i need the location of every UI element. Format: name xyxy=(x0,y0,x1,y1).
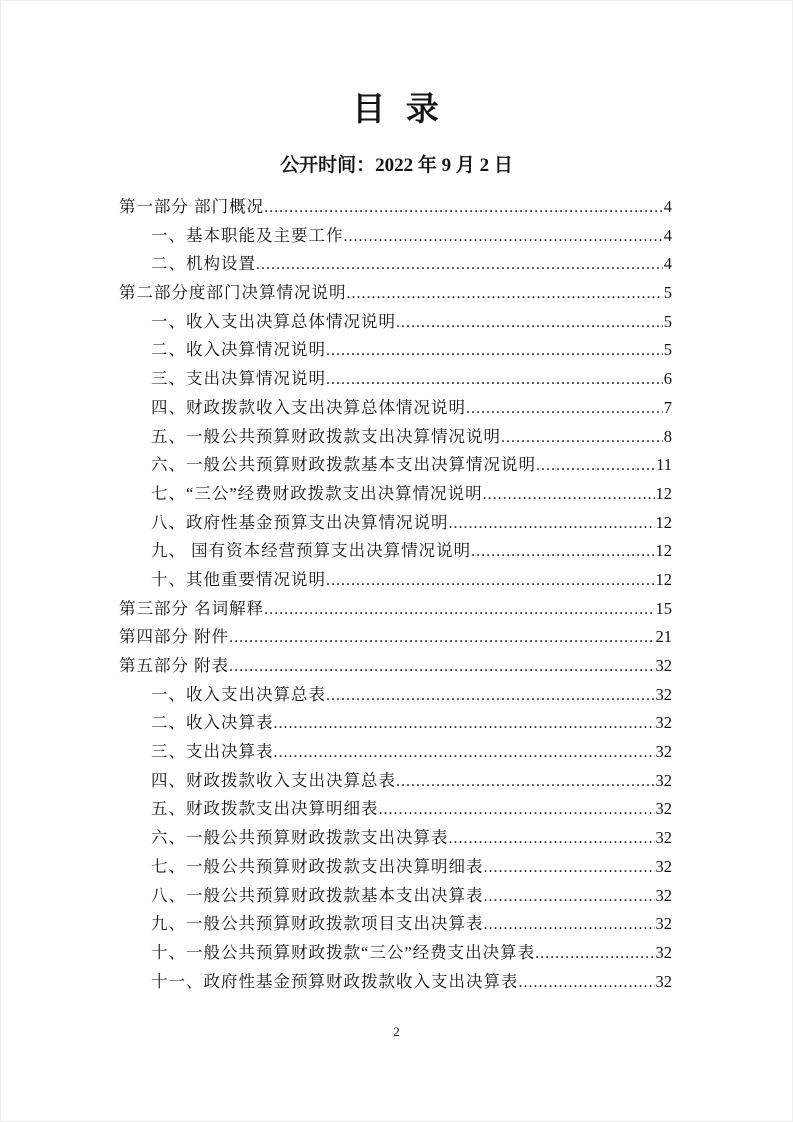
toc-entry-label: 第五部分 附表 xyxy=(119,656,230,675)
toc-leader-dots xyxy=(466,394,663,424)
toc-entry-label: 八、政府性基金预算支出决算情况说明 xyxy=(151,512,449,532)
toc-entry-page: 12 xyxy=(655,569,672,589)
toc-entry-page: 32 xyxy=(655,828,672,848)
toc-leader-dots xyxy=(347,279,663,309)
toc-list xyxy=(119,193,672,996)
toc-leader-dots xyxy=(274,738,655,768)
toc-leader-dots xyxy=(326,681,655,711)
toc-entry-page: 32 xyxy=(655,971,672,991)
toc-entry-label: 六、一般公共预算财政拨款基本支出决算情况说明 xyxy=(151,455,536,475)
toc-leader-dots xyxy=(484,910,655,940)
toc-entry-page: 32 xyxy=(655,656,672,675)
toc-entry-label: 十、其他重要情况说明 xyxy=(151,569,326,589)
toc-leader-dots xyxy=(535,939,654,969)
toc-entry-page: 21 xyxy=(655,627,672,647)
toc-leader-dots xyxy=(344,222,663,252)
toc-entry xyxy=(119,882,672,911)
toc-leader-dots xyxy=(483,480,655,510)
toc-entry-label: 第三部分 名词解释 xyxy=(119,598,265,618)
toc-entry-page: 32 xyxy=(655,770,672,790)
toc-entry xyxy=(119,652,672,681)
toc-leader-dots xyxy=(536,451,655,481)
toc-entry xyxy=(119,595,672,624)
toc-entry-label: 一、基本职能及主要工作 xyxy=(151,225,344,245)
toc-entry-label: 一、收入支出决算总表 xyxy=(151,684,326,704)
toc-entry xyxy=(119,738,672,767)
toc-entry-label: 五、一般公共预算财政拨款支出决算情况说明 xyxy=(151,426,501,446)
toc-leader-dots xyxy=(471,537,654,567)
toc-leader-dots xyxy=(326,336,663,366)
toc-entry-label: 六、一般公共预算财政拨款支出决算表 xyxy=(151,828,449,848)
toc-entry xyxy=(119,853,672,882)
toc-entry-label: 七、“三公”经费财政拨款支出决算情况说明 xyxy=(151,483,483,503)
toc-entry xyxy=(119,767,672,796)
toc-entry xyxy=(119,509,672,538)
toc-entry xyxy=(119,623,672,652)
toc-entry-label: 三、支出决算情况说明 xyxy=(151,369,326,389)
toc-entry xyxy=(119,365,672,394)
toc-entry xyxy=(119,824,672,853)
toc-entry-page: 12 xyxy=(655,512,672,532)
toc-entry-label: 一、收入支出决算总体情况说明 xyxy=(151,311,396,331)
toc-entry xyxy=(119,709,672,738)
toc-entry-label: 第一部分 部门概况 xyxy=(119,197,265,216)
toc-entry xyxy=(119,193,672,222)
toc-entry-page: 32 xyxy=(655,885,672,905)
toc-entry-page: 5 xyxy=(663,311,672,331)
toc-entry-label: 十一、政府性基金预算财政拨款收入支出决算表 xyxy=(151,971,519,991)
toc-entry-label: 八、一般公共预算财政拨款基本支出决算表 xyxy=(151,885,484,905)
toc-entry xyxy=(119,480,672,509)
toc-leader-dots xyxy=(396,767,655,797)
toc-leader-dots xyxy=(229,652,654,682)
toc-entry xyxy=(119,394,672,423)
toc-entry-page: 4 xyxy=(663,197,672,216)
toc-entry xyxy=(119,795,672,824)
toc-leader-dots xyxy=(519,968,655,998)
toc-entry-label: 四、财政拨款收入支出决算总表 xyxy=(151,770,396,790)
toc-entry-page: 12 xyxy=(655,483,672,503)
toc-entry-page: 32 xyxy=(655,856,672,876)
toc-entry-page: 15 xyxy=(655,598,672,618)
toc-entry-page: 32 xyxy=(655,742,672,762)
toc-entry xyxy=(119,308,672,337)
toc-entry-page: 32 xyxy=(655,684,672,704)
toc-entry-page: 4 xyxy=(663,225,672,245)
toc-entry-label: 二、机构设置 xyxy=(151,254,256,274)
toc-entry xyxy=(119,566,672,595)
toc-entry xyxy=(119,681,672,710)
toc-entry-page: 11 xyxy=(656,455,672,475)
toc-leader-dots xyxy=(256,250,663,280)
toc-entry xyxy=(119,451,672,480)
toc-entry-label: 二、收入决算表 xyxy=(151,713,274,733)
toc-entry xyxy=(119,279,672,308)
toc-entry-label: 二、收入决算情况说明 xyxy=(151,340,326,360)
toc-entry xyxy=(119,910,672,939)
toc-leader-dots xyxy=(449,509,655,539)
toc-entry-page: 8 xyxy=(663,426,672,446)
toc-leader-dots xyxy=(229,623,654,653)
toc-leader-dots xyxy=(264,595,654,625)
toc-leader-dots xyxy=(326,365,663,395)
toc-entry-label: 九、一般公共预算财政拨款项目支出决算表 xyxy=(151,914,484,934)
toc-entry-page: 4 xyxy=(663,254,672,274)
toc-entry-page: 32 xyxy=(655,713,672,733)
toc-leader-dots xyxy=(484,882,655,912)
toc-entry-page: 32 xyxy=(655,942,672,962)
toc-entry-page: 7 xyxy=(663,397,672,417)
toc-entry xyxy=(119,537,672,566)
toc-entry-label: 第四部分 附件 xyxy=(119,627,230,647)
toc-leader-dots xyxy=(501,423,663,453)
toc-leader-dots xyxy=(274,709,655,739)
toc-entry xyxy=(119,222,672,251)
publish-date: 公开时间：2022 年 9 月 2 日 xyxy=(280,155,513,176)
toc-leader-dots xyxy=(449,824,655,854)
toc-leader-dots xyxy=(326,566,655,596)
toc-entry xyxy=(119,939,672,968)
toc-leader-dots xyxy=(484,853,655,883)
toc-entry-label: 七、一般公共预算财政拨款支出决算明细表 xyxy=(151,856,484,876)
toc-entry xyxy=(119,423,672,452)
toc-entry-page: 32 xyxy=(655,799,672,819)
toc-entry-page: 5 xyxy=(663,340,672,360)
toc-entry-page: 5 xyxy=(663,283,672,303)
toc-entry-label: 四、财政拨款收入支出决算总体情况说明 xyxy=(151,397,466,417)
toc-entry-page: 6 xyxy=(663,369,672,389)
toc-leader-dots xyxy=(396,308,663,338)
toc-entry-label: 第二部分度部门决算情况说明 xyxy=(119,283,347,303)
toc-entry xyxy=(119,250,672,279)
toc-entry xyxy=(119,336,672,365)
toc-entry-label: 三、支出决算表 xyxy=(151,742,274,762)
toc-entry-page: 32 xyxy=(655,914,672,934)
toc-entry-label: 五、财政拨款支出决算明细表 xyxy=(151,799,379,819)
toc-entry-page: 12 xyxy=(655,541,672,561)
page-title: 目 录 xyxy=(352,92,441,128)
toc-leader-dots xyxy=(264,193,663,223)
toc-leader-dots xyxy=(379,795,655,825)
toc-entry-label: 九、 国有资本经营预算支出决算情况说明 xyxy=(151,541,472,561)
toc-entry-label: 十、一般公共预算财政拨款“三公”经费支出决算表 xyxy=(151,942,536,962)
toc-entry xyxy=(119,968,672,997)
footer-page-number: 2 xyxy=(393,1024,400,1039)
